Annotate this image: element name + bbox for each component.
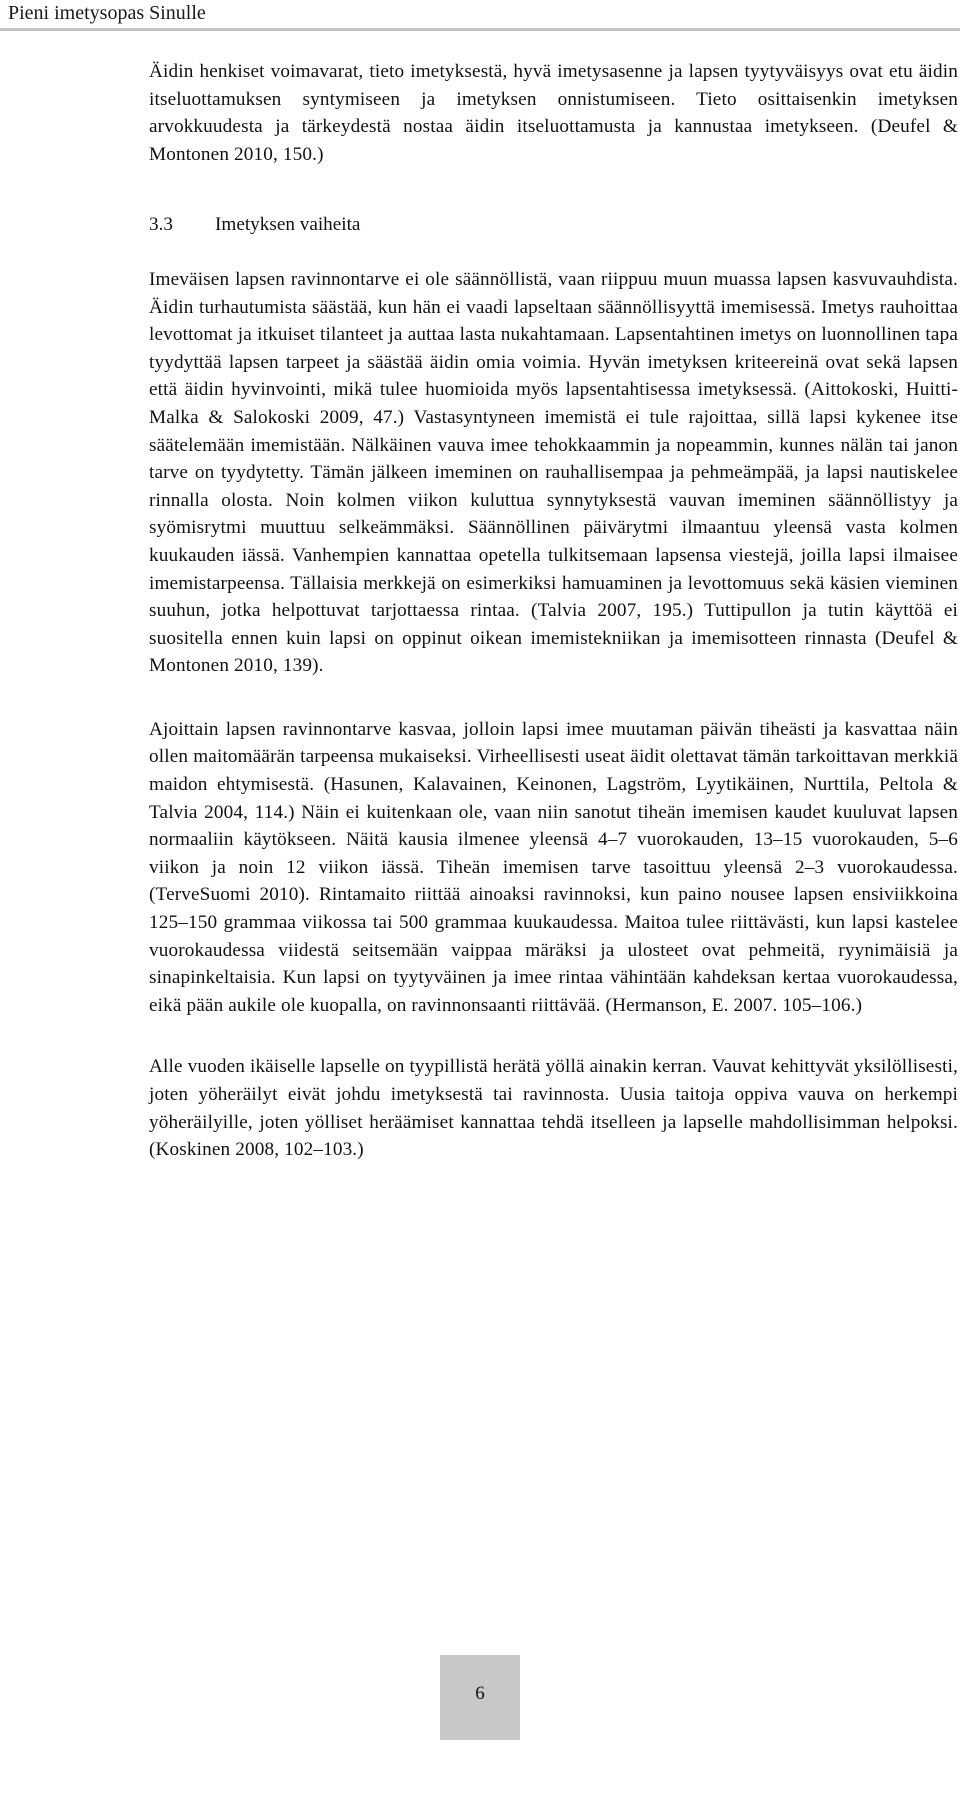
document-title: Pieni imetysopas Sinulle: [8, 2, 206, 24]
header-divider: [0, 28, 960, 31]
body-paragraph-1: Imeväisen lapsen ravinnontarve ei ole säännöllistä, vaan riippuu muun muassa lapsen kasvuvauhdista. Äidin turhautumista säästää, kun hän ei vaadi lapseltaan säännöllisyyttä imemisessä. Imetys rauhoittaa levottomat ja itkuiset tilanteet ja auttaa lasta nukahtamaan. Lapsentahtinen imetys on luonnollinen tapa tyydyttää lapsen tarpeet ja säästää äidin omia voimia. Hyvän imetyksen kriteereinä ovat sekä lapsen että äidin hyvinvointi, mikä tulee huomioida myös lapsentahtisessa imetyksessä. (Aittokoski, Huitti-Malka & Salokoski 2009, 47.) Vastasyntyneen imemistä ei tule rajoittaa, sillä lapsi kykenee itse säätelemään imemistään. Nälkäinen vauva imee tehokkaammin ja nopeammin, kunnes nälän tai janon tarve on tyydytetty. Tämän jälkeen imeminen on rauhallisempaa ja pehmeämpää, ja lapsi nautiskelee rinnalla olosta. Noin kolmen viikon kuluttua synnytyksestä vauvan imeminen säännöllistyy ja syömisrytmi muuttuu selkeämmäksi. Säännöllinen päivärytmi ilmaantuu yleensä vasta kolmen kuukauden iässä. Vanhempien kannattaa opetella tulkitsemaan lapsensa viestejä, joilla lapsi ilmaisee imemistarpeensa. Tällaisia merkkejä on esimerkiksi hamuaminen ja levottomuus sekä käsien vieminen suuhun, jotka helpottuvat tarjottaessa rintaa. (Talvia 2007, 195.) Tuttipullon ja tutin käyttöä ei suositella ennen kuin lapsi on oppinut oikean imemistekniikan ja imemisotteen rinnasta (Deufel & Montonen 2010, 139).: [149, 268, 958, 677]
body-paragraph-2: Ajoittain lapsen ravinnontarve kasvaa, jolloin lapsi imee muutaman päivän tiheästi ja kasvattaa näin ollen maitomäärän tarpeensa mukaiseksi. Virheellisesti useat äidit olettavat tämän tarkoittavan merkkiä maidon ehtymisestä. (Hasunen, Kalavainen, Keinonen, Lagström, Lyytikäinen, Nurttila, Peltola & Talvia 2004, 114.) Näin ei kuitenkaan ole, vaan niin sanotut tiheän imemisen kaudet kuuluvat lapsen normaaliin käytökseen. Näitä kausia ilmenee yleensä 4–7 vuorokauden, 13–15 vuorokauden, 5–6 viikon ja noin 12 viikon iässä. Tiheän imemisen tarve tasoittuu yleensä 2–3 vuorokaudessa. (TerveSuomi 2010). Rintamaito riittää ainoaksi ravinnoksi, kun paino nousee lapsen ensiviikkoina 125–150 grammaa viikossa tai 500 grammaa kuukaudessa. Maitoa tulee riittävästi, kun lapsi kastelee vuorokaudessa viidestä seitsemään vaippaa märäksi ja ulosteet ovat pehmeitä, ryynimäisiä ja sinapinkeltaisia. Kun lapsi on tyytyväinen ja imee rintaa vähintään kahdeksan kertaa vuorokaudessa, eikä pään aukile ole kuopalla, on ravinnonsaanti riittävää. (Hermanson, E. 2007. 105–106.): [149, 718, 958, 1016]
document-body: [149, 58, 958, 1164]
section-heading: [149, 211, 958, 239]
section-title: Imetyksen vaiheita: [215, 214, 361, 236]
intro-paragraph: Äidin henkiset voimavarat, tieto imetyksestä, hyvä imetysasenne ja lapsen tyytyväisyys ovat etu äidin itseluottamuksen syntymiseen ja imetyksen onnistumiseen. Tieto osittaisenkin imetyksen arvokkuudesta ja tärkeydestä nostaa äidin itseluottamusta ja kannustaa imetykseen. (Deufel & Montonen 2010, 150.): [149, 61, 958, 165]
body-paragraph-3: Alle vuoden ikäiselle lapselle on tyypillistä herätä yöllä ainakin kerran. Vauvat kehittyvät yksilöllisesti, joten yöheräilyt eivät johdu imetyksestä tai ravinnosta. Uusia taitoja oppiva vauva on herkempi yöheräilyille, joten yölliset heräämiset kannattaa tehdä itselleen ja lapselle mahdollisimman helpoksi. (Koskinen 2008, 102–103.): [149, 1056, 958, 1161]
section-number: 3.3: [149, 214, 173, 236]
page-header: [0, 0, 960, 30]
page-number-box: [440, 1655, 520, 1740]
page-number: 6: [475, 1683, 485, 1704]
